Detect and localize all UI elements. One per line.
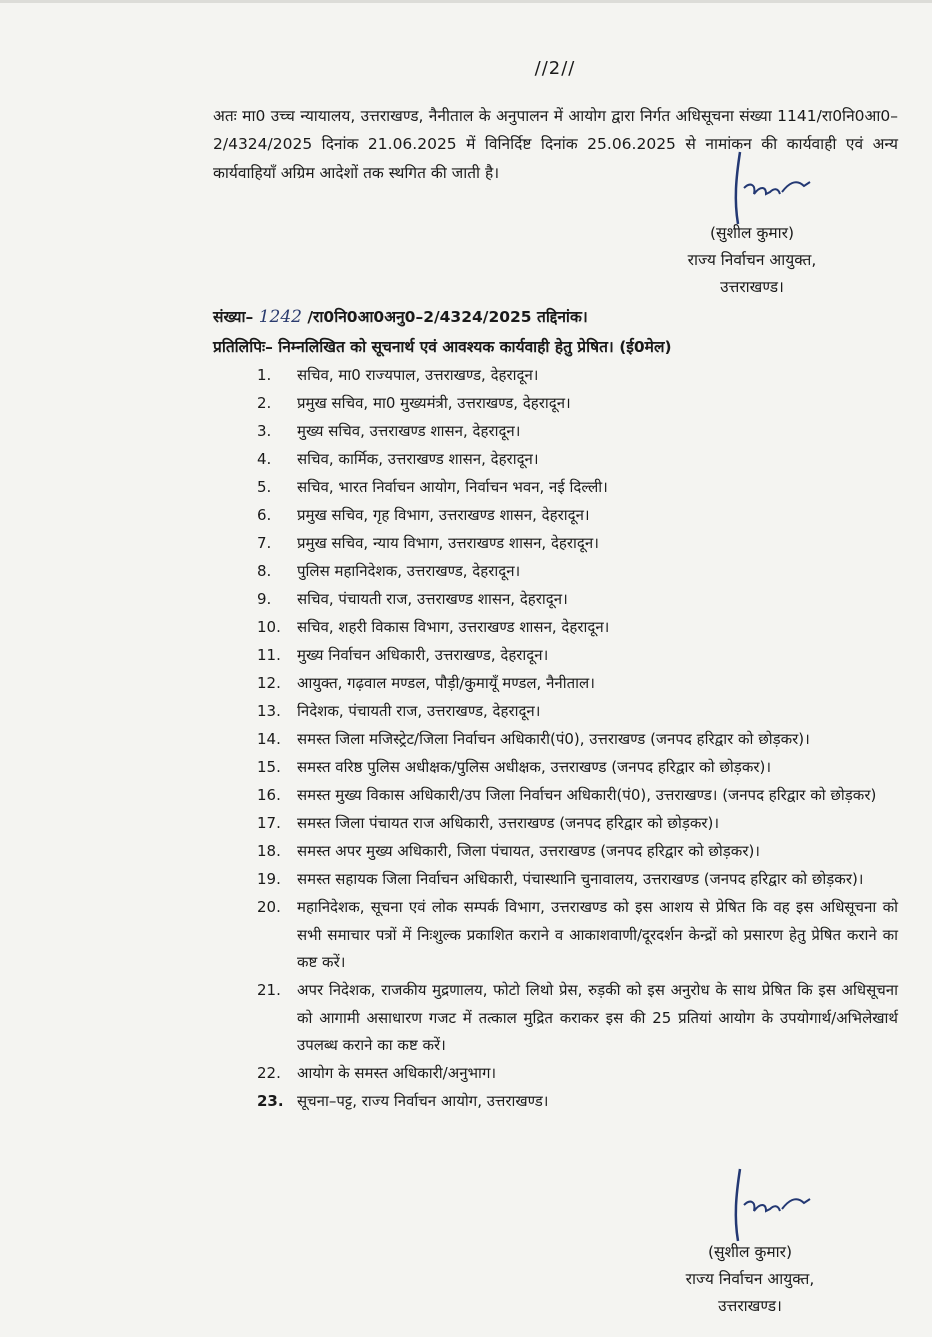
list-item bbox=[257, 586, 898, 614]
list-item bbox=[257, 838, 898, 866]
list-item-number: 17. bbox=[257, 814, 281, 832]
list-item-number: 4. bbox=[257, 450, 272, 468]
list-item bbox=[257, 726, 898, 754]
list-item-number: 2. bbox=[257, 394, 272, 412]
list-item bbox=[257, 390, 898, 418]
list-item bbox=[257, 670, 898, 698]
signatory-place: उत्तराखण्ड। bbox=[720, 278, 784, 296]
list-item-number: 11. bbox=[257, 646, 281, 664]
list-item-text: सचिव, कार्मिक, उत्तराखण्ड शासन, देहरादून। bbox=[297, 450, 539, 468]
list-item-text: समस्त वरिष्ठ पुलिस अधीक्षक/पुलिस अधीक्षक, उत्तराखण्ड (जनपद हरिद्वार को छोड़कर)। bbox=[297, 758, 772, 776]
list-item-number: 16. bbox=[257, 786, 281, 804]
list-item-text: प्रमुख सचिव, न्याय विभाग, उत्तराखण्ड शासन, देहरादून। bbox=[297, 534, 599, 552]
list-item bbox=[257, 894, 898, 977]
list-item-number: 6. bbox=[257, 506, 272, 524]
list-item-text: महानिदेशक, सूचना एवं लोक सम्पर्क विभाग, उत्तराखण्ड को इस आशय से प्रेषित कि वह इस अधिसूचना को सभी समाचार पत्रों में निःशुल्क प्रकाशित कराने व आकाशवाणी/दूरदर्शन केन्द्रों को प्रसारण हेतु प्रेषित कराने का कष्ट करें। bbox=[297, 898, 898, 971]
list-item bbox=[257, 1088, 898, 1116]
list-item-text: समस्त अपर मुख्य अधिकारी, जिला पंचायत, उत्तराखण्ड (जनपद हरिद्वार को छोड़कर)। bbox=[297, 842, 760, 860]
list-item bbox=[257, 530, 898, 558]
list-item-text: सूचना–पट्ट, राज्य निर्वाचन आयोग, उत्तराखण्ड। bbox=[297, 1092, 549, 1110]
list-item bbox=[257, 614, 898, 642]
list-item bbox=[257, 754, 898, 782]
list-item bbox=[257, 866, 898, 894]
list-item-number: 18. bbox=[257, 842, 281, 860]
signatory-designation: राज्य निर्वाचन आयुक्त, bbox=[687, 251, 817, 269]
list-item-text: सचिव, मा0 राज्यपाल, उत्तराखण्ड, देहरादून। bbox=[297, 366, 539, 384]
list-item-text: समस्त जिला मजिस्ट्रेट/जिला निर्वाचन अधिकारी(पं0), उत्तराखण्ड (जनपद हरिद्वार को छोड़कर)। bbox=[297, 730, 810, 748]
list-item bbox=[257, 782, 898, 810]
list-item-text: सचिव, शहरी विकास विभाग, उत्तराखण्ड शासन, देहरादून। bbox=[297, 618, 610, 636]
list-item-text: आयोग के समस्त अधिकारी/अनुभाग। bbox=[297, 1064, 497, 1082]
signatory-place: उत्तराखण्ड। bbox=[718, 1297, 782, 1315]
list-item bbox=[257, 418, 898, 446]
list-item-text: प्रमुख सचिव, मा0 मुख्यमंत्री, उत्तराखण्ड, देहरादून। bbox=[297, 394, 571, 412]
list-item-text: समस्त जिला पंचायत राज अधिकारी, उत्तराखण्ड (जनपद हरिद्वार को छोड़कर)। bbox=[297, 814, 720, 832]
list-item-text: मुख्य सचिव, उत्तराखण्ड शासन, देहरादून। bbox=[297, 422, 521, 440]
list-item-text: सचिव, पंचायती राज, उत्तराखण्ड शासन, देहरादून। bbox=[297, 590, 568, 608]
list-item bbox=[257, 977, 898, 1060]
reference-handwritten-number: 1242 bbox=[258, 307, 302, 327]
signatory-name: (सुशील कुमार) bbox=[707, 1243, 793, 1261]
list-item-number: 5. bbox=[257, 478, 272, 496]
list-item-number: 23. bbox=[257, 1092, 284, 1110]
list-item-number: 1. bbox=[257, 366, 272, 384]
list-item-text: अपर निदेशक, राजकीय मुद्रणालय, फोटो लिथो प्रेस, रुड़की को इस अनुरोध के साथ प्रेषित कि इस अधिसूचना को आगामी असाधारण गजट में तत्काल मुद्रित कराकर इस की 25 प्रतियां आयोग के उपयोगार्थ/अभिलेखार्थ उपलब्ध कराने का कष्ट करें। bbox=[297, 981, 898, 1054]
list-item-text: समस्त मुख्य विकास अधिकारी/उप जिला निर्वाचन अधिकारी(पं0), उत्तराखण्ड। (जनपद हरिद्वार को छोड़कर) bbox=[297, 786, 877, 804]
list-item-number: 13. bbox=[257, 702, 281, 720]
list-item-text: सचिव, भारत निर्वाचन आयोग, निर्वाचन भवन, नई दिल्ली। bbox=[297, 478, 608, 496]
list-item-text: पुलिस महानिदेशक, उत्तराखण्ड, देहरादून। bbox=[297, 562, 521, 580]
list-item-number: 12. bbox=[257, 674, 281, 692]
copy-to-heading: प्रतिलिपिः– निम्नलिखित को सूचनार्थ एवं आवश्यक कार्यवाही हेतु प्रेषित। (ई0मेल) bbox=[213, 338, 672, 356]
signature-1-icon bbox=[700, 148, 830, 228]
list-item bbox=[257, 642, 898, 670]
list-item-number: 3. bbox=[257, 422, 272, 440]
list-item-number: 8. bbox=[257, 562, 272, 580]
list-item-number: 9. bbox=[257, 590, 272, 608]
signatory-designation: राज्य निर्वाचन आयुक्त, bbox=[685, 1270, 815, 1288]
list-item-text: समस्त सहायक जिला निर्वाचन अधिकारी, पंचास्थानि चुनावालय, उत्तराखण्ड (जनपद हरिद्वार को छोड़कर)। bbox=[297, 870, 864, 888]
list-item bbox=[257, 502, 898, 530]
signature-block-top bbox=[652, 220, 852, 301]
list-item-text: मुख्य निर्वाचन अधिकारी, उत्तराखण्ड, देहरादून। bbox=[297, 646, 549, 664]
page-number: //2// bbox=[534, 58, 576, 79]
recipient-list bbox=[257, 362, 898, 1116]
list-item bbox=[257, 474, 898, 502]
signatory-name: (सुशील कुमार) bbox=[709, 224, 795, 242]
list-item bbox=[257, 558, 898, 586]
reference-prefix: संख्या– bbox=[213, 308, 254, 326]
reference-suffix: /रा0नि0आ0अनु0–2/4324/2025 तद्दिनांक। bbox=[307, 308, 588, 326]
scan-edge bbox=[0, 0, 932, 3]
list-item-number: 21. bbox=[257, 981, 281, 999]
list-item-text: निदेशक, पंचायती राज, उत्तराखण्ड, देहरादून। bbox=[297, 702, 541, 720]
list-item bbox=[257, 446, 898, 474]
list-item-number: 7. bbox=[257, 534, 272, 552]
list-item-number: 10. bbox=[257, 618, 281, 636]
list-item-text: आयुक्त, गढ़वाल मण्डल, पौड़ी/कुमायूँ मण्डल, नैनीताल। bbox=[297, 674, 595, 692]
list-item-number: 19. bbox=[257, 870, 281, 888]
list-item-number: 20. bbox=[257, 898, 281, 916]
list-item bbox=[257, 698, 898, 726]
list-item-number: 22. bbox=[257, 1064, 281, 1082]
main-paragraph: अतः मा0 उच्च न्यायालय, उत्तराखण्ड, नैनीताल के अनुपालन में आयोग द्वारा निर्गत अधिसूचना संख्या 1141/रा0नि0आ0–2/4324/2025 दिनांक 21.06.2025 में विनिर्दिष्ट दिनांक 25.06.2025 से नामांकन की कार्यवाही एवं अन्य कार्यवाहियॉं अग्रिम आदेशों तक स्थगित की जाती है। bbox=[213, 106, 898, 182]
list-item-text: प्रमुख सचिव, गृह विभाग, उत्तराखण्ड शासन, देहरादून। bbox=[297, 506, 590, 524]
list-item bbox=[257, 1060, 898, 1088]
list-item bbox=[257, 810, 898, 838]
list-item-number: 15. bbox=[257, 758, 281, 776]
list-item-number: 14. bbox=[257, 730, 281, 748]
reference-line bbox=[213, 305, 913, 327]
signature-2-icon bbox=[700, 1165, 830, 1245]
signature-block-bottom bbox=[650, 1239, 850, 1320]
list-item bbox=[257, 362, 898, 390]
